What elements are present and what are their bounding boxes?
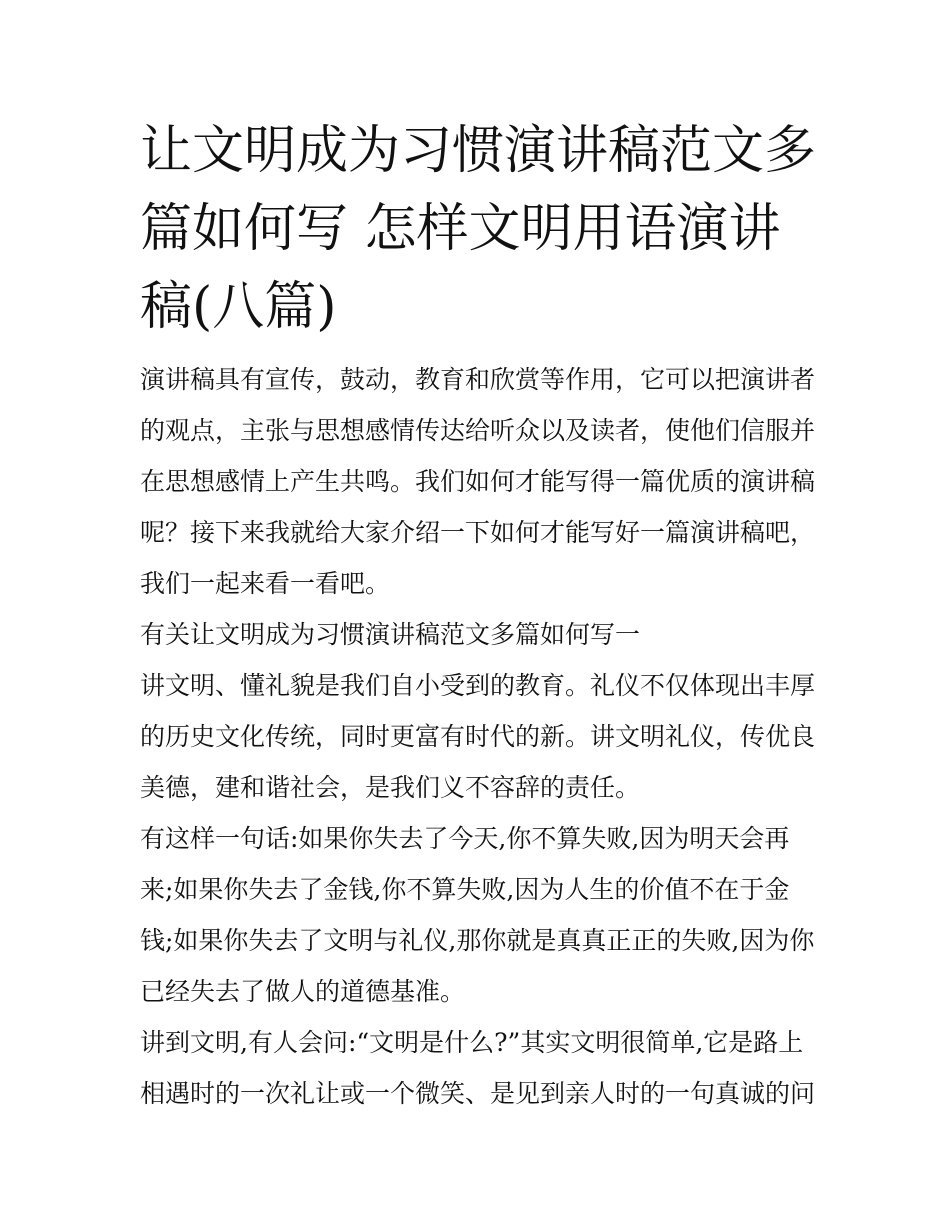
paragraph-quote: 有这样一句话:如果你失去了今天,你不算失败,因为明天会再来;如果你失去了金钱,你不算失败,因为人生的价值不在于金钱;如果你失去了文明与礼仪,那你就是真真正正的失败,因为你已经失去了做人的道德基准。 bbox=[140, 824, 815, 1006]
paragraph-intro: 演讲稿具有宣传，鼓动，教育和欣赏等作用，它可以把演讲者的观点，主张与思想感情传达给听众以及读者，使他们信服并在思想感情上产生共鸣。我们如何才能写得一篇优质的演讲稿呢？接下来我就给大家介绍一下如何才能写好一篇演讲稿吧，我们一起来看一看吧。 bbox=[140, 365, 816, 598]
paragraph-etiquette: 讲文明、懂礼貌是我们自小受到的教育。礼仪不仅体现出丰厚的历史文化传统，同时更富有时代的新。讲文明礼仪，传优良美德，建和谐社会，是我们义不容辞的责任。 bbox=[140, 671, 816, 802]
paragraph-section-heading: 有关让文明成为习惯演讲稿范文多篇如何写一 bbox=[140, 620, 641, 649]
document-title: 让文明成为习惯演讲稿范文多篇如何写 怎样文明用语演讲稿(八篇) bbox=[140, 121, 817, 337]
document-body bbox=[140, 354, 820, 1119]
paragraph-civility: 讲到文明,有人会问:“文明是什么?”其实文明很简单,它是路上相遇时的一次礼让或一个微笑、是见到亲人时的一句真诚的问 bbox=[140, 1028, 816, 1108]
